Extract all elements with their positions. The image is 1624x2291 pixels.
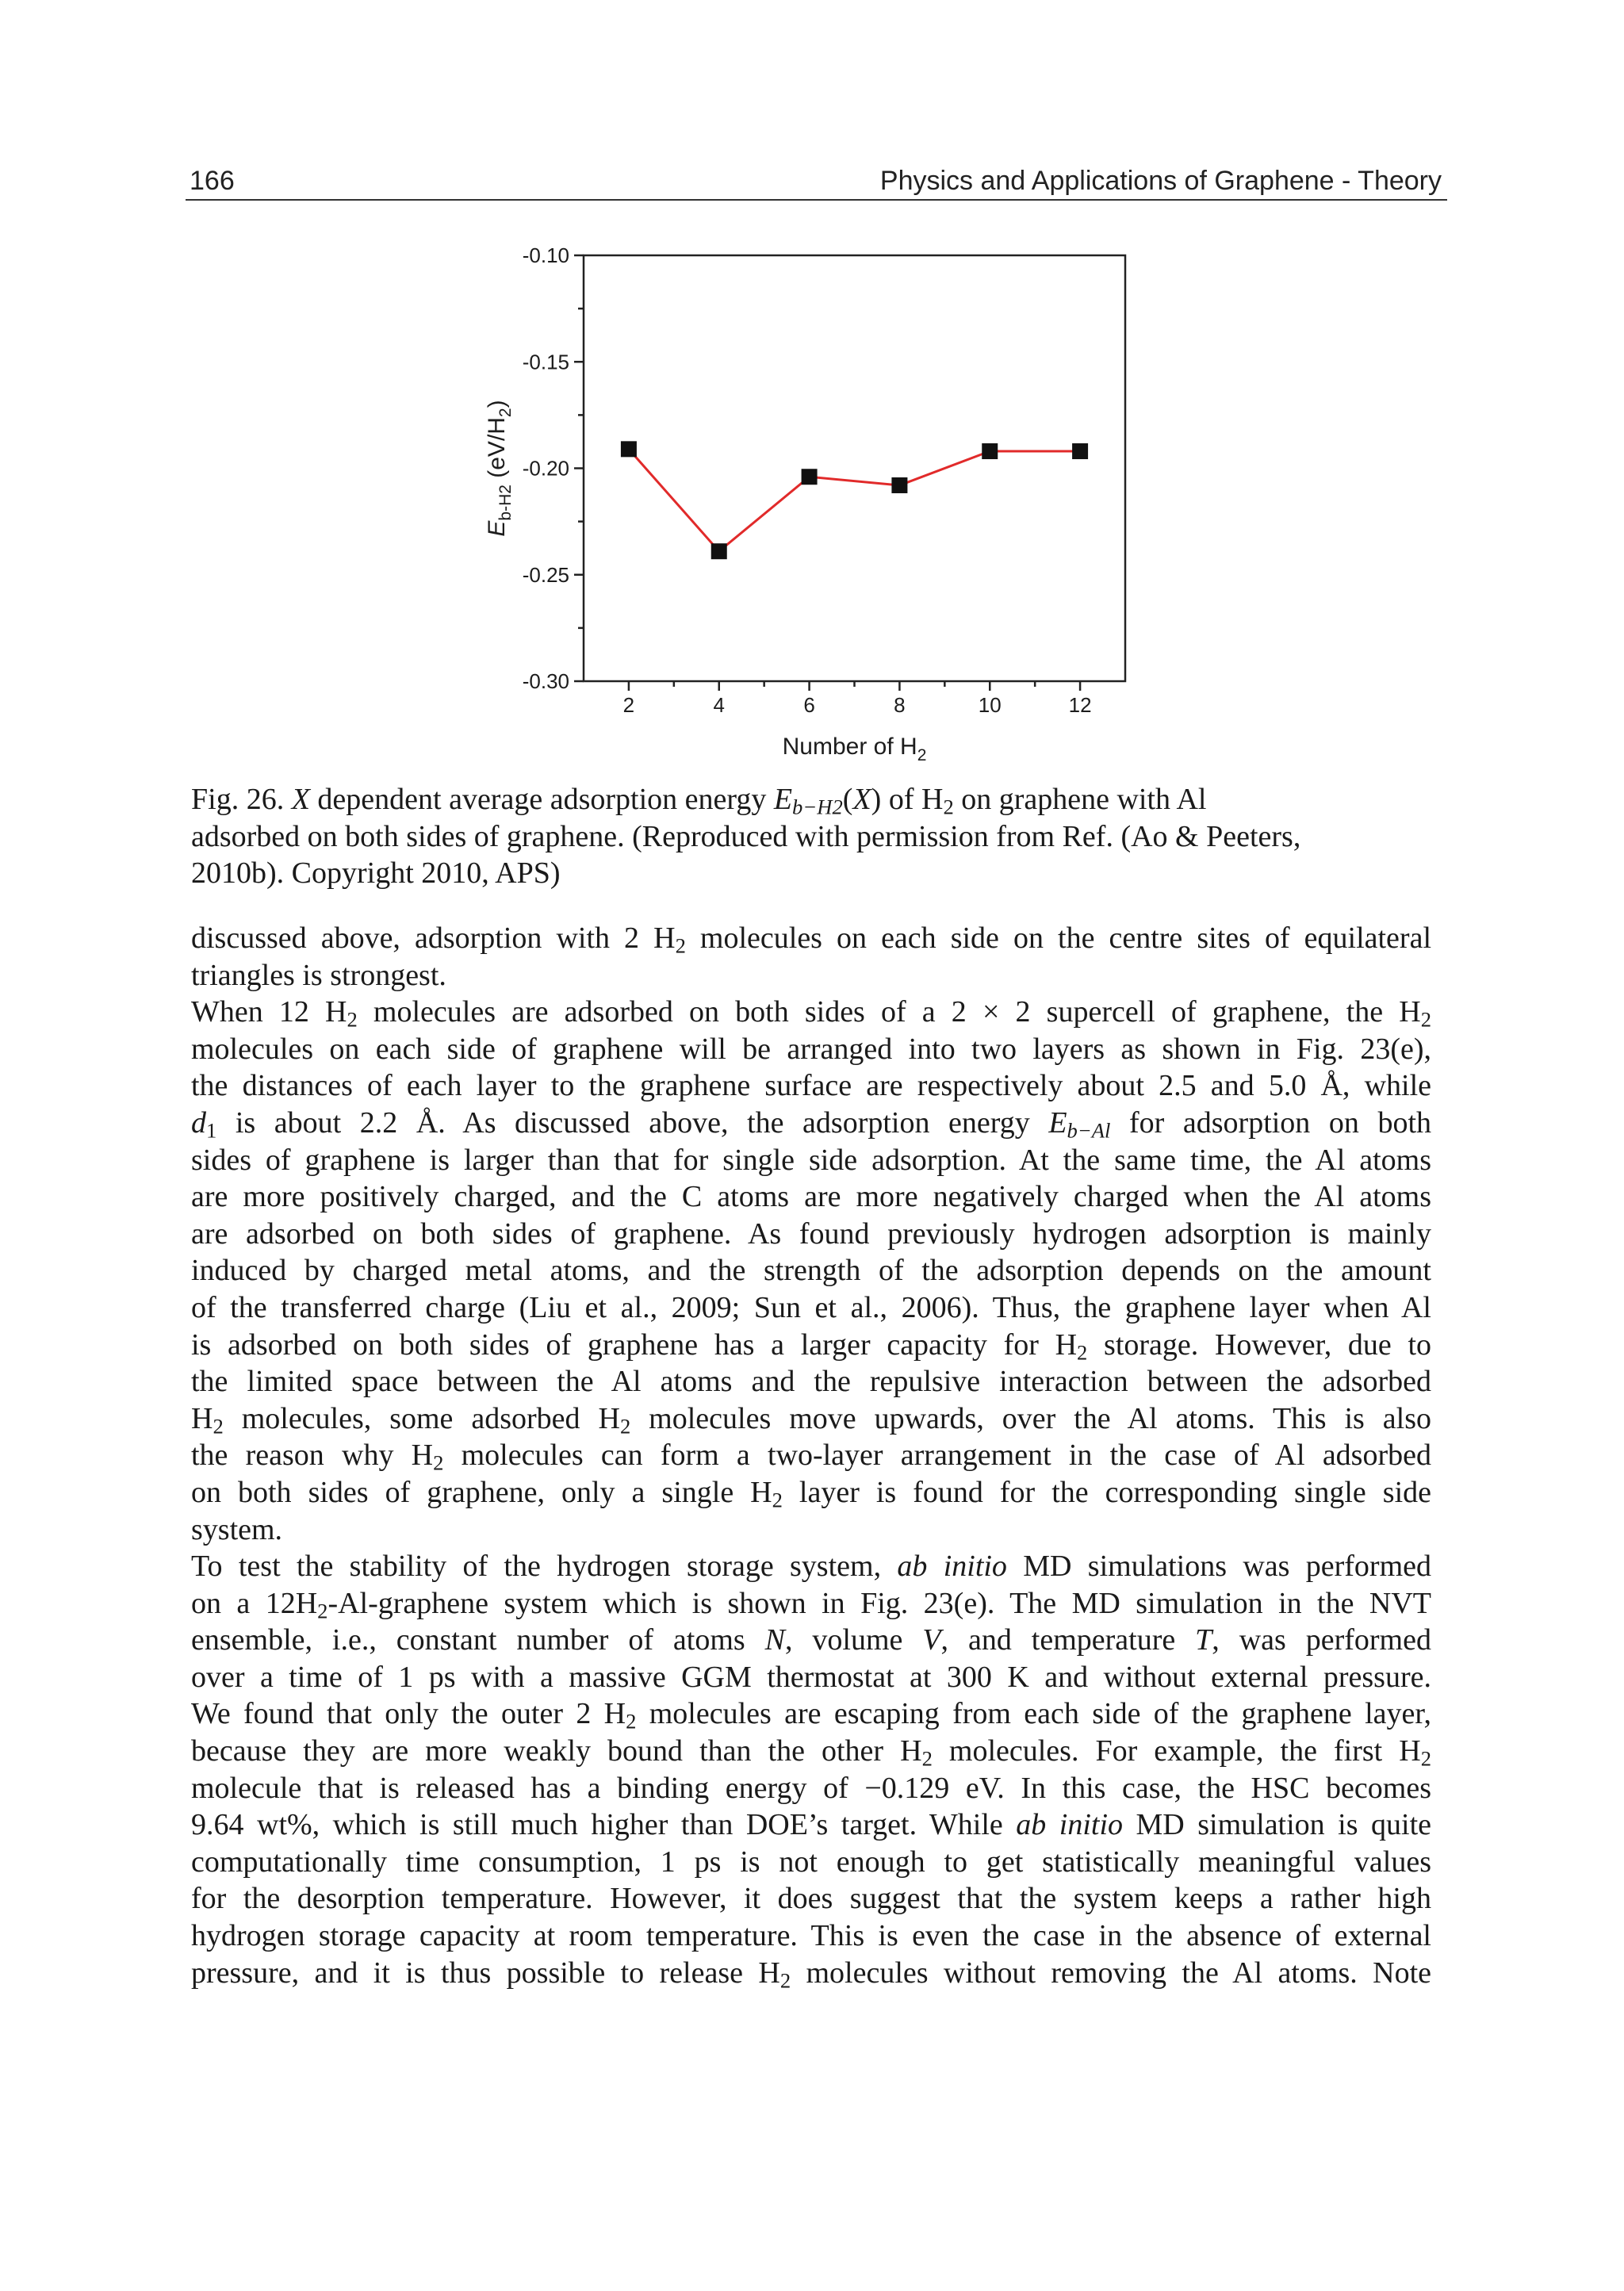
- subscript-text: 2: [496, 408, 515, 418]
- header-rule: [186, 199, 1447, 201]
- italic-text: E: [484, 520, 510, 537]
- text-run: induced by charged metal atoms, and the strength of the adsorption depends on the amount: [191, 1254, 1431, 1288]
- text-run: To test the stability of the hydrogen storage system,: [191, 1550, 898, 1584]
- text-line: [191, 1474, 1431, 1511]
- text-run: (: [842, 783, 853, 816]
- text-run: adsorbed on both sides of graphene. (Reproduced with permission from Ref. (Ao & Peeters,: [191, 819, 1301, 853]
- text-run: over a time of 1 ps with a massive GGM thermostat at 300 K and without external pressure.: [191, 1660, 1431, 1694]
- y-tick-label: -0.20: [522, 456, 569, 481]
- italic-text: d: [191, 1105, 206, 1140]
- text-run: sides of graphene is larger than that for single side adsorption. At the same time, the Al atoms: [191, 1143, 1431, 1177]
- text-run: molecules on each side of graphene will be arranged into two layers as shown in Fig. 23(e),: [191, 1032, 1431, 1066]
- text-line: [191, 1844, 1431, 1881]
- text-run: computationally time consumption, 1 ps is not enough to get statistically meaningful values: [191, 1845, 1431, 1879]
- subscript-text: 2: [213, 1414, 224, 1439]
- y-axis-label: [484, 400, 515, 536]
- data-point: [802, 469, 818, 485]
- subscript-text: 2: [675, 933, 686, 958]
- subscript-text: 2: [1420, 1007, 1431, 1032]
- paragraph: [191, 1548, 1431, 1991]
- text-run: Fig. 26.: [191, 783, 292, 816]
- y-tick-label: -0.10: [522, 243, 569, 267]
- text-line: [191, 1733, 1431, 1770]
- x-tick-label: 12: [1068, 693, 1092, 717]
- text-run: of the transferred charge (Liu et al., 2009; Sun et al., 2006). Thus, the graphene layer when Al: [191, 1290, 1431, 1324]
- x-tick-label: 8: [894, 693, 906, 717]
- text-run: molecules move upwards, over the Al atoms. This is also: [630, 1401, 1432, 1435]
- data-point: [891, 477, 907, 493]
- text-run: because they are more weakly bound than the other H: [191, 1734, 922, 1768]
- subscript-text: 1: [206, 1118, 217, 1143]
- text-run: ) of H: [871, 783, 944, 816]
- text-run: molecules. For example, the first H: [932, 1734, 1421, 1768]
- text-run: pressure, and it is thus possible to release H: [191, 1956, 780, 1990]
- subscript-text: 2: [619, 1414, 631, 1439]
- subscript-text: b−Al: [1067, 1118, 1111, 1143]
- text-line: [191, 957, 1431, 994]
- text-run: triangles is strongest.: [191, 958, 446, 992]
- text-line: [191, 1955, 1431, 1992]
- subscript-text: b-H2: [496, 485, 515, 521]
- paragraph: [191, 994, 1431, 1548]
- x-tick-label: 4: [713, 693, 725, 717]
- data-point: [1072, 443, 1088, 459]
- text-line: [191, 1880, 1431, 1917]
- text-line: [191, 1585, 1431, 1622]
- text-run: We found that only the outer 2 H: [191, 1697, 626, 1731]
- text-run: on graphene with Al: [953, 783, 1207, 816]
- text-line: [191, 1105, 1431, 1142]
- text-run: molecules without removing the Al atoms. Note: [791, 1956, 1432, 1990]
- text-run: the limited space between the Al atoms and the repulsive interaction between the adsorbed: [191, 1365, 1431, 1399]
- text-line: [191, 1917, 1431, 1955]
- italic-text: N: [764, 1623, 785, 1657]
- paragraph: [191, 920, 1431, 994]
- chart-marks: [484, 243, 1092, 764]
- figure-caption: [191, 781, 1431, 892]
- subscript-text: 2: [921, 1746, 933, 1771]
- text-run: molecules are escaping from each side of the graphene layer,: [636, 1697, 1432, 1731]
- page-number: 166: [190, 166, 235, 196]
- text-line: [191, 1695, 1431, 1733]
- subscript-text: 2: [347, 1007, 358, 1032]
- text-run: for adsorption on both: [1110, 1105, 1431, 1140]
- text-line: [191, 1363, 1431, 1400]
- data-point: [621, 441, 637, 457]
- text-run: MD simulation is quite: [1123, 1808, 1432, 1842]
- subscript-text: 2: [917, 746, 927, 764]
- text-run: hydrogen storage capacity at room temperature. This is even the case in the absence of external: [191, 1919, 1431, 1953]
- subscript-text: 2: [772, 1488, 783, 1512]
- text-line: [191, 1659, 1431, 1696]
- text-run: -Al-graphene system which is shown in Fig. 23(e). The MD simulation in the NVT: [327, 1586, 1431, 1620]
- data-point: [711, 543, 727, 559]
- text-run: are more positively charged, and the C atoms are more negatively charged when the Al atoms: [191, 1180, 1431, 1214]
- subscript-text: 2: [1077, 1340, 1088, 1365]
- text-run: dependent average adsorption energy: [309, 783, 774, 816]
- text-line: [191, 1327, 1431, 1364]
- text-run: , was performed: [1212, 1623, 1431, 1657]
- italic-text: E: [1048, 1105, 1067, 1140]
- text-line: [191, 1067, 1431, 1105]
- italic-text: ab initio: [897, 1550, 1007, 1584]
- caption-line: [191, 855, 1431, 892]
- x-tick-label: 2: [622, 693, 635, 717]
- text-run: molecules can form a two-layer arrangement in the case of Al adsorbed: [443, 1439, 1431, 1473]
- y-tick-label: -0.15: [522, 350, 569, 374]
- text-run: , volume: [784, 1623, 923, 1657]
- text-line: [191, 1178, 1431, 1216]
- body-text: [191, 920, 1431, 1991]
- text-line: [191, 1770, 1431, 1807]
- text-run: on both sides of graphene, only a single H: [191, 1475, 772, 1509]
- text-run: MD simulations was performed: [1006, 1550, 1431, 1584]
- caption-line: [191, 818, 1431, 856]
- subscript-text: 2: [626, 1710, 637, 1734]
- text-run: is adsorbed on both sides of graphene has a larger capacity for H: [191, 1327, 1078, 1362]
- text-line: [191, 1806, 1431, 1844]
- text-line: [191, 1252, 1431, 1289]
- text-line: [191, 1437, 1431, 1474]
- y-tick-label: -0.25: [522, 562, 569, 587]
- italic-text: E: [773, 783, 793, 816]
- text-run: molecules, some adsorbed H: [223, 1401, 620, 1435]
- running-title: Physics and Applications of Graphene - Theory: [879, 166, 1442, 196]
- data-point: [982, 443, 998, 459]
- subscript-text: 2: [1420, 1746, 1432, 1771]
- text-run: on a 12H: [191, 1586, 318, 1620]
- subscript-text: 2: [433, 1450, 444, 1475]
- text-line: [191, 1400, 1431, 1438]
- subscript-text: 2: [317, 1599, 328, 1623]
- text-run: ): [484, 400, 510, 408]
- text-run: layer is found for the corresponding single side: [782, 1475, 1431, 1509]
- subscript-text: 2: [943, 795, 954, 819]
- text-run: storage. However, due to: [1087, 1327, 1432, 1362]
- text-run: (eV/H: [484, 417, 510, 485]
- text-run: is about 2.2 Å. As discussed above, the adsorption energy: [216, 1105, 1049, 1140]
- text-run: for the desorption temperature. However, it does suggest that the system keeps a rather high: [191, 1882, 1431, 1916]
- text-run: the distances of each layer to the graphene surface are respectively about 2.5 and 5.0 Å, while: [191, 1069, 1431, 1103]
- text-line: [191, 1511, 1431, 1549]
- text-line: [191, 1031, 1431, 1068]
- text-run: discussed above, adsorption with 2 H: [191, 921, 676, 955]
- text-run: are adsorbed on both sides of graphene. As found previously hydrogen adsorption is mainly: [191, 1216, 1431, 1251]
- text-line: [191, 1622, 1431, 1659]
- subscript-text: b−H2: [792, 795, 843, 819]
- page-header: [186, 163, 1447, 198]
- text-run: Number of H: [782, 734, 917, 760]
- text-run: system.: [191, 1512, 283, 1546]
- text-line: [191, 1289, 1431, 1327]
- y-tick-label: -0.30: [522, 669, 569, 693]
- text-run: molecules are adsorbed on both sides of a 2 × 2 supercell of graphene, the H: [357, 995, 1421, 1029]
- x-axis-label: [783, 734, 927, 764]
- plot-frame: [584, 255, 1125, 681]
- x-tick-label: 10: [978, 693, 1002, 717]
- figure-26-chart: [444, 230, 1158, 777]
- italic-text: V: [922, 1623, 941, 1657]
- subscript-text: 2: [779, 1968, 791, 1993]
- text-line: [191, 920, 1431, 957]
- text-line: [191, 994, 1431, 1031]
- italic-text: T: [1195, 1623, 1212, 1657]
- text-line: [191, 1548, 1431, 1585]
- text-run: , and temperature: [940, 1623, 1196, 1657]
- caption-line: [191, 781, 1431, 818]
- text-run: ensemble, i.e., constant number of atoms: [191, 1623, 765, 1657]
- series-line: [629, 449, 1080, 551]
- italic-text: X: [852, 783, 871, 816]
- text-run: molecule that is released has a binding energy of −0.129 eV. In this case, the HSC becomes: [191, 1771, 1431, 1805]
- italic-text: ab initio: [1016, 1808, 1123, 1842]
- text-run: 2010b). Copyright 2010, APS): [191, 856, 561, 891]
- italic-text: X: [291, 783, 310, 816]
- text-run: the reason why H: [191, 1439, 434, 1473]
- x-tick-label: 6: [803, 693, 815, 717]
- text-run: 9.64 wt%, which is still much higher than DOE’s target. While: [191, 1808, 1017, 1842]
- text-run: H: [191, 1401, 213, 1435]
- text-run: molecules on each side on the centre sites of equilateral: [685, 921, 1432, 955]
- text-line: [191, 1142, 1431, 1179]
- text-line: [191, 1216, 1431, 1253]
- text-run: When 12 H: [191, 995, 347, 1029]
